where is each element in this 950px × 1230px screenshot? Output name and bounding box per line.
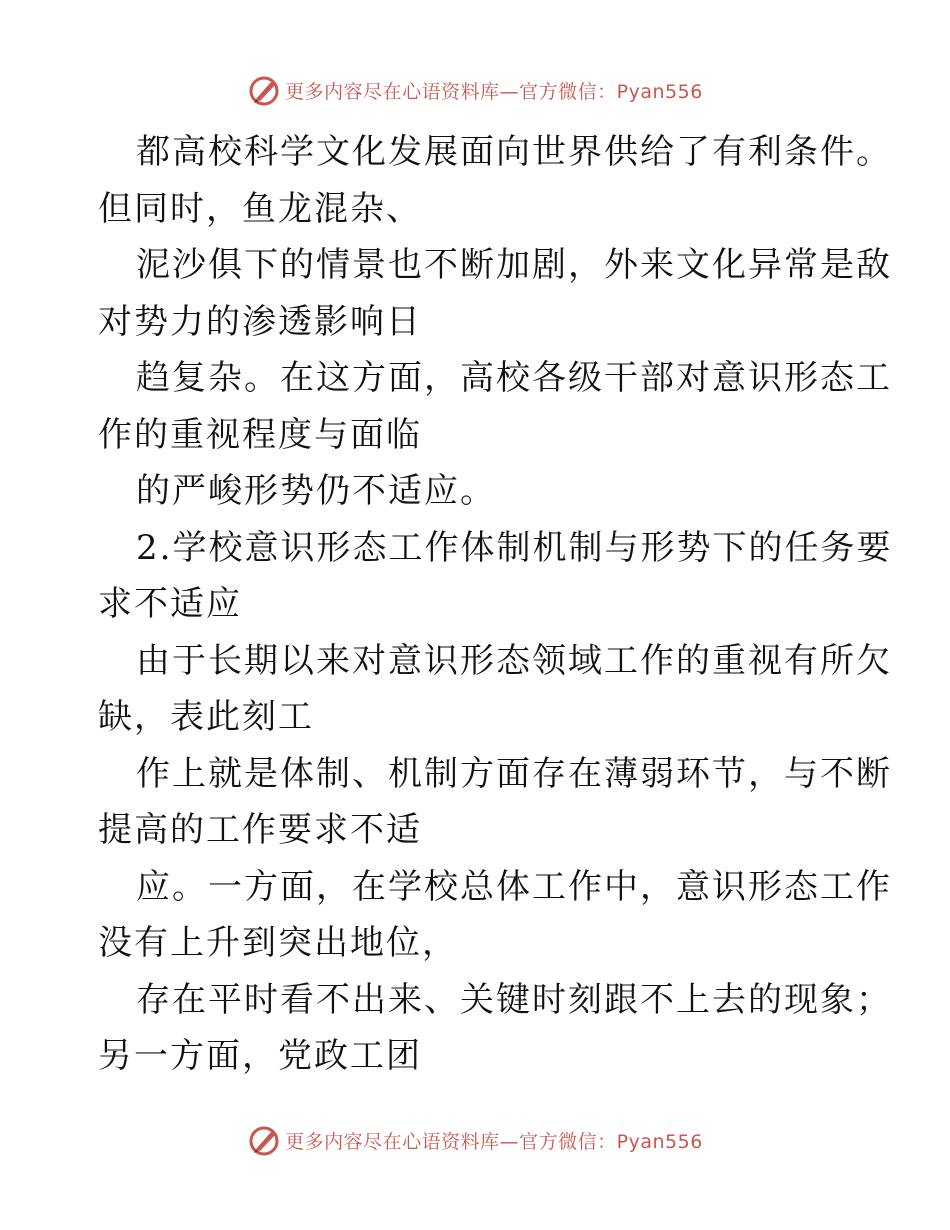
pen-circle-icon (247, 1123, 281, 1157)
text-line: 存在平时看不出来、关键时刻跟不上去的现象； (136, 979, 892, 1020)
text-line: 趋复杂。在这方面，高校各级干部对意识形态工 (136, 358, 892, 398)
text-line: 提高的工作要求不适 (98, 810, 422, 850)
text-line: 作上就是体制、机制方面存在薄弱环节，与不断 (136, 753, 892, 794)
text-line: 对势力的渗透影响日 (98, 301, 422, 342)
text-line: 2.学校意识形态工作体制机制与形势下的任务要 (136, 527, 893, 568)
document-body (98, 124, 893, 1085)
text-line: 另一方面，党政工团 (98, 1036, 422, 1076)
text-line: 求不适应 (98, 584, 242, 624)
text-line: 但同时，鱼龙混杂、 (98, 188, 422, 229)
text-line: 没有上升到突出地位， (98, 923, 458, 963)
text-line: 都高校科学文化发展面向世界供给了有利条件。 (136, 132, 892, 172)
text-line: 的严峻形势仍不适应。 (136, 471, 496, 511)
text-line: 缺，表此刻工 (98, 697, 314, 737)
text-line: 由于长期以来对意识形态领域工作的重视有所欠 (136, 640, 892, 681)
footer-watermark (0, 1120, 950, 1160)
header-watermark (0, 70, 950, 110)
text-line: 应。一方面，在学校总体工作中，意识形态工作 (136, 866, 892, 907)
text-line: 泥沙俱下的情景也不断加剧，外来文化异常是敌 (136, 245, 892, 285)
watermark-text: 更多内容尽在心语资料库—官方微信：Pyan556 (285, 1130, 703, 1153)
watermark-text: 更多内容尽在心语资料库—官方微信：Pyan556 (285, 80, 703, 103)
text-line: 作的重视程度与面临 (98, 414, 422, 455)
pen-circle-icon (247, 73, 281, 107)
